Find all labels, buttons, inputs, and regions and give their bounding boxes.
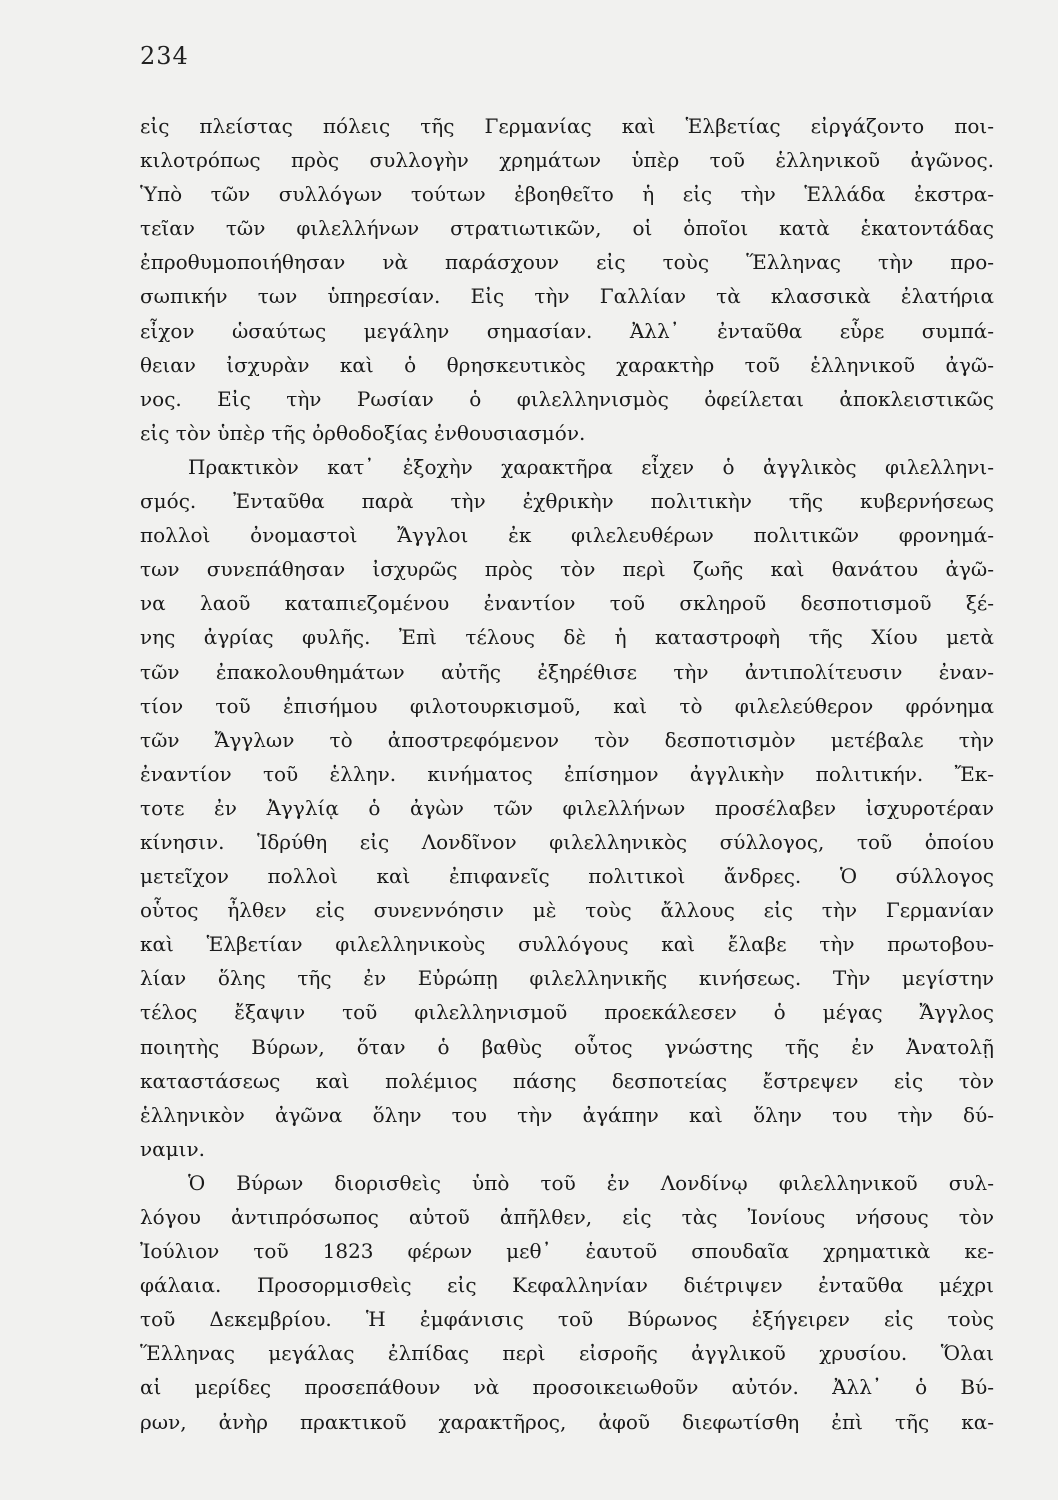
text-line: νος. Εἰς τὴν Ρωσίαν ὁ φιλελληνισμὸς ὀφείλεται ἀποκλειστικῶς xyxy=(140,386,994,411)
text-line: Ὑπὸ τῶν συλλόγων τούτων ἐβοηθεῖτο ἡ εἰς τὴν Ἑλλάδα ἐκστρα- xyxy=(140,182,994,207)
page-number: 234 xyxy=(140,42,189,70)
text-line: ἑλληνικὸν ἀγῶνα ὅλην του τὴν ἀγάπην καὶ ὅλην του τὴν δύ- xyxy=(140,1102,994,1127)
text-line: τεῖαν τῶν φιλελλήνων στρατιωτικῶν, οἱ ὁποῖοι κατὰ ἑκατοντάδας xyxy=(140,216,994,241)
text-line: σωπικήν των ὑπηρεσίαν. Εἰς τὴν Γαλλίαν τὰ κλασσικὰ ἐλατήρια xyxy=(140,284,994,309)
text-line: τέλος ἔξαψιν τοῦ φιλελληνισμοῦ προεκάλεσεν ὁ μέγας Ἄγγλος xyxy=(140,1000,994,1025)
text-line: λόγου ἀντιπρόσωπος αὐτοῦ ἀπῆλθεν, εἰς τὰς Ἰονίους νήσους τὸν xyxy=(140,1205,994,1229)
text-line: οὗτος ἦλθεν εἰς συνεννόησιν μὲ τοὺς ἄλλους εἰς τὴν Γερμανίαν xyxy=(140,898,994,923)
text-line: Ἰούλιον τοῦ 1823 φέρων μεθ᾽ ἑαυτοῦ σπουδαῖα χρηματικὰ κε- xyxy=(140,1239,994,1264)
text-line: λίαν ὅλης τῆς ἐν Εὐρώπῃ φιλελληνικῆς κινήσεως. Τὴν μεγίστην xyxy=(140,966,994,991)
text-line: νης ἀγρίας φυλῆς. Ἐπὶ τέλους δὲ ἡ καταστροφὴ τῆς Χίου μετὰ xyxy=(140,625,994,650)
text-line: ἐναντίον τοῦ ἑλλην. κινήματος ἐπίσημον ἀγγλικὴν πολιτικήν. Ἔκ- xyxy=(140,761,994,786)
text-line: ποιητὴς Βύρων, ὅταν ὁ βαθὺς οὗτος γνώστης τῆς ἐν Ἀνατολῇ xyxy=(140,1034,994,1059)
text-line: κίνησιν. Ἱδρύθη εἰς Λονδῖνον φιλελληνικὸς σύλλογος, τοῦ ὁποίου xyxy=(140,829,994,854)
paragraph-2 xyxy=(140,450,994,1166)
text-line: εἰς πλείστας πόλεις τῆς Γερμανίας καὶ Ἑλβετίας εἰργάζοντο ποι- xyxy=(140,114,994,138)
text-line: εἶχον ὡσαύτως μεγάλην σημασίαν. Ἀλλ᾽ ἐνταῦθα εὗρε συμπά- xyxy=(140,318,994,343)
text-line: τῶν ἐπακολουθημάτων αὐτῆς ἐξηρέθισε τὴν ἀντιπολίτευσιν ἐναν- xyxy=(140,659,994,684)
text-line: φάλαια. Προσορμισθεὶς εἰς Κεφαλληνίαν διέτριψεν ἐνταῦθα μέχρι xyxy=(140,1273,994,1298)
text-line: κιλοτρόπως πρὸς συλλογὴν χρημάτων ὑπὲρ τοῦ ἑλληνικοῦ ἀγῶνος. xyxy=(140,148,994,173)
text-line: τοῦ Δεκεμβρίου. Ἡ ἐμφάνισις τοῦ Βύρωνος ἐξήγειρεν εἰς τοὺς xyxy=(140,1307,994,1332)
text-line: καὶ Ἑλβετίαν φιλελληνικοὺς συλλόγους καὶ ἔλαβε τὴν πρωτοβου- xyxy=(140,932,994,957)
text-line: θειαν ἰσχυρὰν καὶ ὁ θρησκευτικὸς χαρακτὴρ τοῦ ἑλληνικοῦ ἀγῶ- xyxy=(140,352,994,377)
text-line: Πρακτικὸν κατ᾽ ἐξοχὴν χαρακτῆρα εἶχεν ὁ ἀγγλικὸς φιλελληνι- xyxy=(188,454,994,479)
text-line: Ὁ Βύρων διορισθεὶς ὑπὸ τοῦ ἐν Λονδίνῳ φιλελληνικοῦ συλ- xyxy=(188,1170,994,1195)
text-line: ρων, ἀνὴρ πρακτικοῦ χαρακτῆρος, ἀφοῦ διεφωτίσθη ἐπὶ τῆς κα- xyxy=(140,1409,994,1434)
text-line: των συνεπάθησαν ἰσχυρῶς πρὸς τὸν περὶ ζωῆς καὶ θανάτου ἀγῶ- xyxy=(140,557,994,582)
paragraph-1 xyxy=(140,109,994,450)
text-line: ἐπροθυμοποιήθησαν νὰ παράσχουν εἰς τοὺς Ἕλληνας τὴν προ- xyxy=(140,250,994,275)
text-line: πολλοὶ ὀνομαστοὶ Ἄγγλοι ἐκ φιλελευθέρων πολιτικῶν φρονημά- xyxy=(140,523,994,548)
text-line: τοτε ἐν Ἀγγλίᾳ ὁ ἀγὼν τῶν φιλελλήνων προσέλαβεν ἰσχυροτέραν xyxy=(140,795,994,820)
text-line: ναμιν. xyxy=(140,1136,206,1161)
text-line: αἱ μερίδες προσεπάθουν νὰ προσοικειωθοῦν αὐτόν. Ἀλλ᾽ ὁ Βύ- xyxy=(140,1375,994,1400)
paragraph-3 xyxy=(140,1166,994,1439)
body-text xyxy=(140,109,994,1439)
text-line: τῶν Ἄγγλων τὸ ἀποστρεφόμενον τὸν δεσποτισμὸν μετέβαλε τὴν xyxy=(140,727,994,752)
text-line: καταστάσεως καὶ πολέμιος πάσης δεσποτείας ἔστρεψεν εἰς τὸν xyxy=(140,1068,994,1093)
text-line: Ἕλληνας μεγάλας ἐλπίδας περὶ εἰσροῆς ἀγγλικοῦ χρυσίου. Ὅλαι xyxy=(140,1341,994,1366)
text-line: να λαοῦ καταπιεζομένου ἐναντίον τοῦ σκληροῦ δεσποτισμοῦ ξέ- xyxy=(140,591,994,616)
text-line: εἰς τὸν ὑπὲρ τῆς ὀρθοδοξίας ἐνθουσιασμόν. xyxy=(140,420,586,445)
text-line: τίον τοῦ ἐπισήμου φιλοτουρκισμοῦ, καὶ τὸ φιλελεύθερον φρόνημα xyxy=(140,693,994,718)
text-line: σμός. Ἐνταῦθα παρὰ τὴν ἐχθρικὴν πολιτικὴν τῆς κυβερνήσεως xyxy=(140,489,994,514)
text-line: μετεῖχον πολλοὶ καὶ ἐπιφανεῖς πολιτικοὶ ἄνδρες. Ὁ σύλλογος xyxy=(140,864,994,889)
